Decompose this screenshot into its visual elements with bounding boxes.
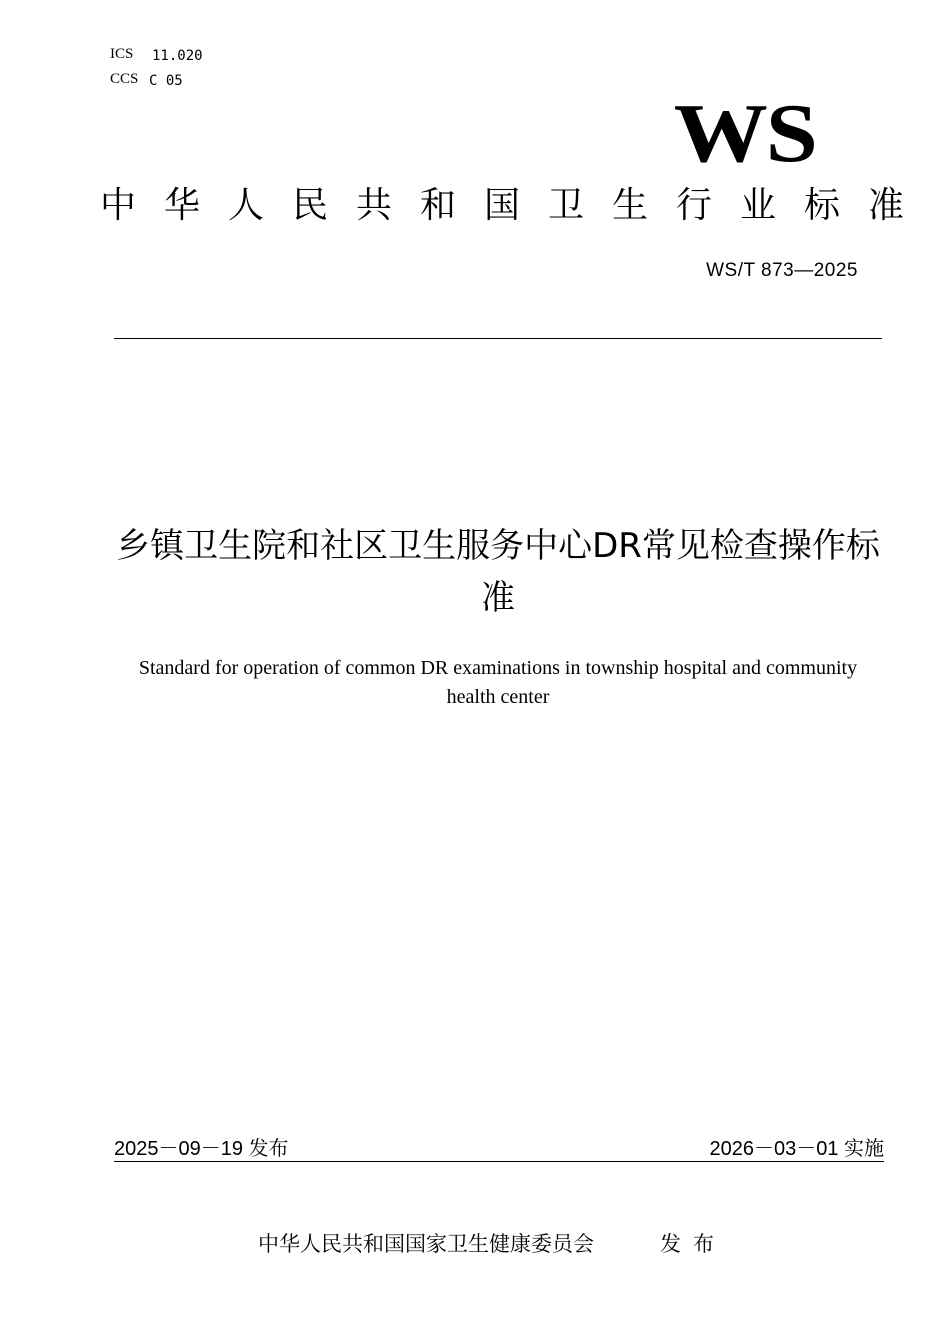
top-divider xyxy=(114,338,882,339)
ccs-label: CCS xyxy=(110,71,139,87)
ics-label: ICS xyxy=(110,46,134,62)
document-title-english: Standard for operation of common DR examinations in township hospital and community health center xyxy=(138,657,858,708)
issuer-action: 发布 xyxy=(660,1232,726,1256)
issuing-authority: 中华人民共和国国家卫生健康委员会 xyxy=(258,1232,594,1256)
bottom-divider xyxy=(114,1161,884,1162)
ws-logo: WS xyxy=(674,87,816,180)
document-title-chinese: 乡镇卫生院和社区卫生服务中心DR常见检查操作标准 xyxy=(116,526,880,618)
standard-category-heading: 中华人民共和国卫生行业标准 xyxy=(100,185,933,226)
standard-number: WS/T 873—2025 xyxy=(706,260,858,281)
ics-code: 11.020 xyxy=(152,48,203,64)
issue-date: 2025－09－19 发布 xyxy=(114,1138,289,1160)
implementation-date: 2026－03－01 实施 xyxy=(709,1138,884,1160)
ccs-code: C 05 xyxy=(149,73,183,89)
